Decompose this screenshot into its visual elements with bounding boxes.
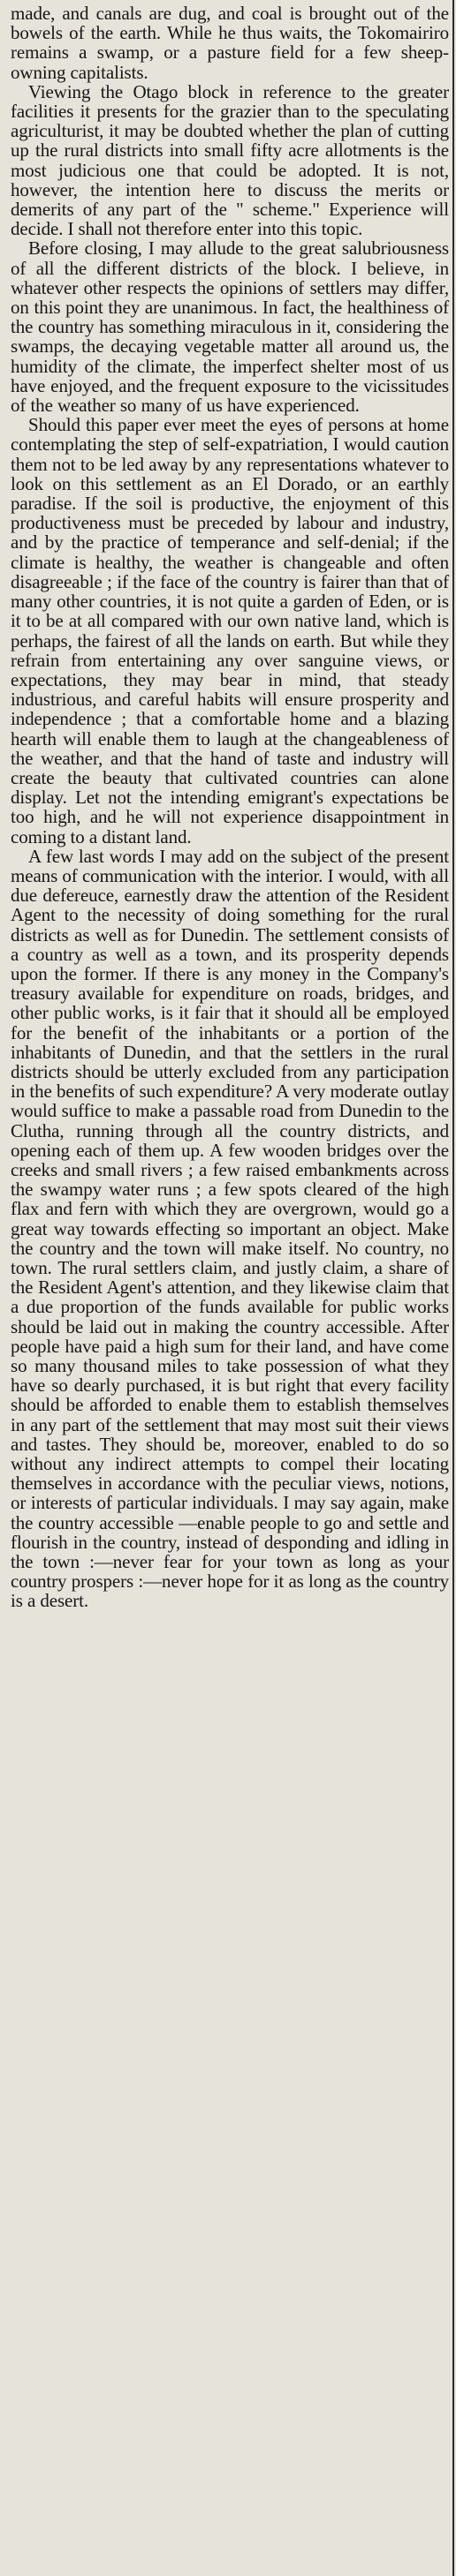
paragraph-salubriousness: Before closing, I may allude to the great salubriousness of all the different districts of the block. I believe, in whatever other respects the opinions of settlers may differ, on this point they are unanimous. In fact, the healthiness of the country has something miraculous in it, considering the swamps, the decaying vegetable matter all around us, the humidity of the climate, the imperfect shelter most of us have enjoyed, and the frequent exposure to the vicissitudes of the weather so many of us have experienced. [11, 237, 449, 417]
paragraph-emigrant-caution: Should this paper ever meet the eyes of persons at home contemplating the step of self-expatriation, I would caution them not to be led away by any representations whatever to look on this settlement as an El Dorado, or an earthly paradise. If the soil is productive, the enjoyment of this productiveness must be preceded by labour and industry, and by the practice of temperance and self-denial; if the climate is healthy, the weather is changeable and often disagreeable ; if the face of the country is fairer than that of many other countries, it is not quite a garden of Eden, or is it to be at all compared with our own native land, which is perhaps, the fairest of all the lands on earth. But while they refrain from entertaining any over sanguine views, or expectations, they may bear in mind, that steady industrious, and careful habits will ensure prosperity and independence ; that a comfortable home and a blazing hearth will enable them to laugh at the changeableness of the weather, and that the hand of taste and industry will create the beauty that cultivated countries can alone display. Let not the intending emigrant's expectations be too high, and he will not experience disappointment in coming to a distant land. [11, 414, 449, 847]
paragraph-otago-block: Viewing the Otago block in reference to the greater facilities it presents for the grazier than to the speculating agriculturist, it may be doubted whether the plan of cutting up the rural districts into small fifty acre allotments is the most judicious one that could be adopted. It is not, however, the intention here to discuss the merits or demerits of any part of the " scheme." Experience will decide. I shall not therefore enter into this topic. [11, 80, 449, 240]
paragraph-communication: A few last words I may add on the subject of the present means of communication with the interior. I would, with all due defereuce, earnestly draw the attention of the Resident Agent to the necessity of doing something for the rural districts as well as for Dunedin. The settlement consists of a country as well as a town, and its prosperity depends upon the former. If there is any money in the Company's treasury available for expenditure on roads, bridges, and other public works, is it fair that it should all be employed for the benefit of the inhabitants or a portion of the inhabitants of Dunedin, and that the settlers in the rural districts should be utterly excluded from any participation in the benefits of such expenditure? A very moderate outlay would suffice to make a passable road from Dunedin to the Clutha, running through all the country districts, and opening each of them up. A few wooden bridges over the creeks and small rivers ; a few raised embankments across the swampy water runs ; a few spots cleared of the high flax and fern with which they are overgrown, would go a great way towards effecting so important an object. Make the country and the town will make itself. No country, no town. The rural settlers claim, and justly claim, a share of the Resident Agent's attention, and they likewise claim that a due proportion of the funds available for public works should be laid out in making the country accessible. After people have paid a high sum for their land, and have come so many thousand miles to take possession of what they have so dearly purchased, it is but right that every facility should be afforded to enable them to establish themselves in any part of the settlement that may most suit their views and tastes. They should be, moreover, enabled to do so without any indirect attempts to compel their locating themselves in accordance with the peculiar views, notions, or interests of particular individuals. I may say again, make the country accessible —enable people to go and settle and flourish in the country, instead of desponding and idling in the town :—never fear for your town as long as your country prospers :—never hope for it as long as the country is a desert. [11, 845, 449, 1612]
article-column [11, 4, 449, 1611]
column-rule [452, 0, 454, 2576]
paragraph-continuation: made, and canals are dug, and coal is brought out of the bowels of the earth. While he thus waits, the Tokomairiro remains a swamp, or a pasture field for a few sheep-owning capitalists. [11, 3, 449, 83]
